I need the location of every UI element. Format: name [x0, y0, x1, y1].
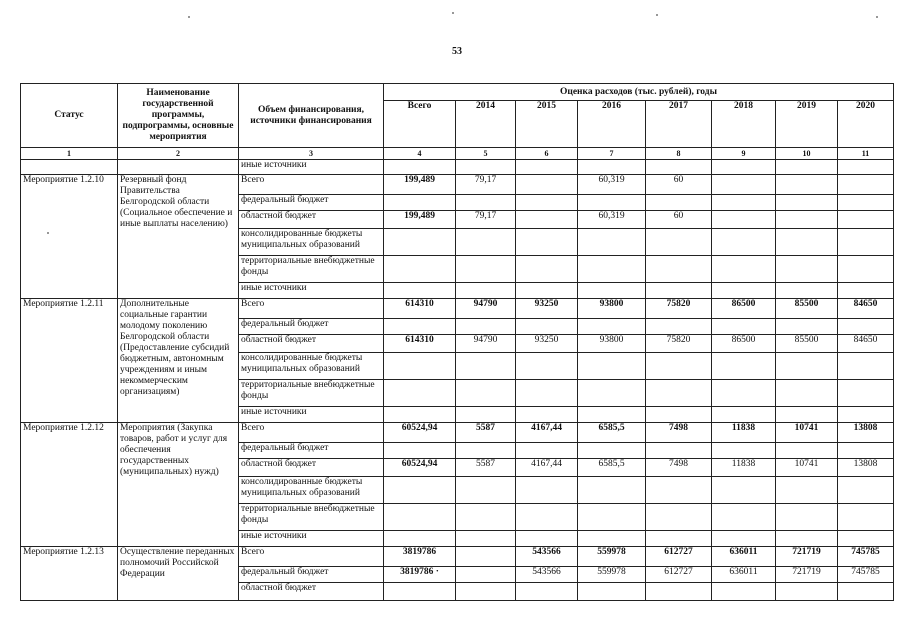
value-cell: [776, 531, 838, 547]
source-cell: консолидированные бюджеты муниципальных образований: [239, 353, 384, 380]
column-numbers-row: [21, 148, 894, 160]
source-cell: Всего: [239, 175, 384, 195]
value-cell: [384, 531, 456, 547]
source-cell: областной бюджет: [239, 335, 384, 353]
value-cell: [578, 531, 646, 547]
value-cell: [838, 195, 894, 211]
value-cell: 86500: [712, 299, 776, 319]
source-cell: федеральный бюджет: [239, 195, 384, 211]
value-cell: [516, 195, 578, 211]
value-cell: [516, 319, 578, 335]
value-cell: [578, 443, 646, 459]
value-cell: [578, 195, 646, 211]
value-cell: 60524,94: [384, 423, 456, 443]
value-cell: [646, 531, 712, 547]
value-cell: 3819786 ·: [384, 567, 456, 583]
value-cell: 60,319: [578, 211, 646, 229]
value-cell: [712, 175, 776, 195]
value-cell: [456, 195, 516, 211]
value-cell: [712, 477, 776, 504]
column-number: 10: [776, 148, 838, 160]
value-cell: [578, 319, 646, 335]
scan-speck: [876, 16, 878, 18]
value-cell: [712, 195, 776, 211]
value-cell: [384, 407, 456, 423]
value-cell: [776, 229, 838, 256]
value-cell: 75820: [646, 335, 712, 353]
value-cell: [456, 283, 516, 299]
value-cell: [838, 256, 894, 283]
value-cell: [384, 504, 456, 531]
value-cell: [578, 283, 646, 299]
value-cell: 636011: [712, 567, 776, 583]
value-cell: 3819786: [384, 547, 456, 567]
value-cell: 5587: [456, 423, 516, 443]
source-cell: иные источники: [239, 531, 384, 547]
value-cell: 93250: [516, 335, 578, 353]
value-cell: [516, 380, 578, 407]
value-cell: [712, 319, 776, 335]
value-cell: 79,17: [456, 211, 516, 229]
value-cell: [776, 583, 838, 601]
source-cell: территориальные внебюджетные фонды: [239, 380, 384, 407]
value-cell: 199,489: [384, 211, 456, 229]
value-cell: [776, 195, 838, 211]
value-cell: 4167,44: [516, 459, 578, 477]
status-cell: [21, 160, 118, 175]
value-cell: 543566: [516, 567, 578, 583]
value-cell: [578, 477, 646, 504]
value-cell: [456, 567, 516, 583]
page-number: 53: [452, 46, 462, 57]
source-cell: федеральный бюджет: [239, 443, 384, 459]
value-cell: [712, 407, 776, 423]
value-cell: [384, 353, 456, 380]
value-cell: [838, 531, 894, 547]
value-cell: 60: [646, 211, 712, 229]
value-cell: [838, 353, 894, 380]
value-cell: [456, 353, 516, 380]
header-cost-title: Оценка расходов (тыс. рублей), годы: [384, 84, 894, 101]
value-cell: [646, 504, 712, 531]
value-cell: 60,319: [578, 175, 646, 195]
value-cell: 614310: [384, 335, 456, 353]
column-number: 9: [712, 148, 776, 160]
value-cell: [516, 256, 578, 283]
value-cell: [838, 504, 894, 531]
header-year: 2019: [776, 101, 838, 148]
activity-name: Резервный фонд Правительства Белгородской области (Социальное обеспечение и иные выплаты населению): [118, 175, 239, 299]
value-cell: 6585,5: [578, 423, 646, 443]
value-cell: 614310: [384, 299, 456, 319]
header-status: Статус: [21, 84, 118, 148]
value-cell: [646, 583, 712, 601]
column-number: 3: [239, 148, 384, 160]
value-cell: 745785: [838, 567, 894, 583]
column-number: 6: [516, 148, 578, 160]
value-cell: [838, 319, 894, 335]
value-cell: 60524,94: [384, 459, 456, 477]
value-cell: 612727: [646, 567, 712, 583]
value-cell: [646, 319, 712, 335]
source-cell: Всего: [239, 547, 384, 567]
header-year: Всего: [384, 101, 456, 148]
value-cell: [712, 380, 776, 407]
column-number: 1: [21, 148, 118, 160]
value-cell: 721719: [776, 567, 838, 583]
value-cell: 10741: [776, 459, 838, 477]
value-cell: 559978: [578, 567, 646, 583]
header-year: 2020: [838, 101, 894, 148]
value-cell: [712, 256, 776, 283]
value-cell: [578, 583, 646, 601]
value-cell: [384, 256, 456, 283]
value-cell: 199,489: [384, 175, 456, 195]
value-cell: 13808: [838, 423, 894, 443]
activity-name: Дополнительные социальные гарантии молодому поколению Белгородской области (Предоставление субсидий бюджетным, автономным учреждениям и иным некоммерческим организациям): [118, 299, 239, 423]
activity-status: Мероприятие 1.2.10: [21, 175, 118, 299]
value-cell: [776, 504, 838, 531]
value-cell: [646, 353, 712, 380]
value-cell: 745785: [838, 547, 894, 567]
value-cell: [516, 211, 578, 229]
value-cell: [578, 256, 646, 283]
value-cell: [712, 353, 776, 380]
value-cell: 93800: [578, 335, 646, 353]
value-cell: [456, 407, 516, 423]
value-cell: [456, 477, 516, 504]
activity-status: Мероприятие 1.2.12: [21, 423, 118, 547]
value-cell: 13808: [838, 459, 894, 477]
source-cell: иные источники: [239, 160, 384, 175]
source-cell: иные источники: [239, 283, 384, 299]
value-cell: [516, 407, 578, 423]
scan-speck: [188, 16, 190, 18]
value-cell: [776, 256, 838, 283]
column-number: 7: [578, 148, 646, 160]
value-cell: [776, 407, 838, 423]
value-cell: 75820: [646, 299, 712, 319]
value-cell: [776, 283, 838, 299]
column-number: 4: [384, 148, 456, 160]
value-cell: [838, 175, 894, 195]
value-cell: 94790: [456, 335, 516, 353]
value-cell: [456, 443, 516, 459]
value-cell: 60: [646, 175, 712, 195]
value-cell: 86500: [712, 335, 776, 353]
value-cell: [578, 504, 646, 531]
header-financing: Объем финансирования, источники финансирования: [239, 84, 384, 148]
table-row: [21, 423, 894, 443]
value-cell: 7498: [646, 459, 712, 477]
value-cell: 6585,5: [578, 459, 646, 477]
value-cell: [838, 477, 894, 504]
name-cell: [118, 160, 239, 175]
value-cell: 612727: [646, 547, 712, 567]
activity-status: Мероприятие 1.2.11: [21, 299, 118, 423]
header-year: 2014: [456, 101, 516, 148]
value-cell: [516, 443, 578, 459]
source-cell: областной бюджет: [239, 583, 384, 601]
value-cell: 85500: [776, 335, 838, 353]
value-cell: [578, 380, 646, 407]
source-cell: территориальные внебюджетные фонды: [239, 504, 384, 531]
value-cell: 94790: [456, 299, 516, 319]
value-cell: [838, 380, 894, 407]
activity-status: Мероприятие 1.2.13: [21, 547, 118, 601]
source-cell: консолидированные бюджеты муниципальных образований: [239, 229, 384, 256]
value-cell: [578, 407, 646, 423]
value-cell: [776, 319, 838, 335]
value-cell: [646, 477, 712, 504]
value-cell: 10741: [776, 423, 838, 443]
value-cell: [384, 477, 456, 504]
value-cell: [712, 504, 776, 531]
scan-speck: [452, 12, 454, 14]
value-cell: [384, 443, 456, 459]
value-cell: [712, 443, 776, 459]
value-cell: [712, 531, 776, 547]
value-cell: [712, 229, 776, 256]
value-cell: [456, 319, 516, 335]
value-cell: [838, 283, 894, 299]
value-cell: [838, 229, 894, 256]
value-cell: [776, 211, 838, 229]
source-cell: федеральный бюджет: [239, 319, 384, 335]
value-cell: [712, 583, 776, 601]
value-cell: 11838: [712, 423, 776, 443]
value-cell: [384, 195, 456, 211]
value-cell: [516, 504, 578, 531]
column-number: 2: [118, 148, 239, 160]
source-cell: федеральный бюджет: [239, 567, 384, 583]
source-cell: областной бюджет: [239, 211, 384, 229]
value-cell: [516, 283, 578, 299]
value-cell: [456, 504, 516, 531]
value-cell: [456, 547, 516, 567]
activity-name: Осуществление переданных полномочий Российской Федерации: [118, 547, 239, 601]
value-cell: [776, 380, 838, 407]
value-cell: [646, 380, 712, 407]
table-row: [21, 547, 894, 567]
value-cell: [838, 211, 894, 229]
header-year: 2015: [516, 101, 578, 148]
source-cell: территориальные внебюджетные фонды: [239, 256, 384, 283]
value-cell: [516, 353, 578, 380]
value-cell: 7498: [646, 423, 712, 443]
header-year: 2017: [646, 101, 712, 148]
value-cell: [646, 283, 712, 299]
scan-speck: [656, 14, 658, 16]
value-cell: [384, 283, 456, 299]
source-cell: консолидированные бюджеты муниципальных образований: [239, 477, 384, 504]
value-cell: 11838: [712, 459, 776, 477]
value-cell: [456, 229, 516, 256]
activity-name: Мероприятия (Закупка товаров, работ и услуг для обеспечения государственных (муниципальных) нужд): [118, 423, 239, 547]
table-row: [21, 175, 894, 195]
value-cell: [456, 583, 516, 601]
value-cell: [456, 380, 516, 407]
value-cell: 79,17: [456, 175, 516, 195]
source-cell: областной бюджет: [239, 459, 384, 477]
value-cell: [456, 256, 516, 283]
value-cell: [456, 531, 516, 547]
value-cell: 84650: [838, 335, 894, 353]
value-cell: 559978: [578, 547, 646, 567]
value-cell: [516, 477, 578, 504]
column-number: 5: [456, 148, 516, 160]
source-cell: иные источники: [239, 407, 384, 423]
source-cell: Всего: [239, 423, 384, 443]
value-cell: [384, 229, 456, 256]
value-cell: [384, 583, 456, 601]
table-row: [21, 299, 894, 319]
value-cell: [646, 229, 712, 256]
value-cell: [776, 477, 838, 504]
value-cell: [646, 443, 712, 459]
value-cell: [646, 195, 712, 211]
value-cell: [578, 229, 646, 256]
value-cell: 721719: [776, 547, 838, 567]
value-cell: [838, 407, 894, 423]
value-cell: [516, 531, 578, 547]
value-cell: [384, 319, 456, 335]
value-cell: [712, 283, 776, 299]
value-cell: [712, 211, 776, 229]
value-cell: [838, 443, 894, 459]
value-cell: [646, 407, 712, 423]
header-year: 2018: [712, 101, 776, 148]
value-cell: [578, 353, 646, 380]
header-row: [21, 84, 894, 101]
column-number: 8: [646, 148, 712, 160]
column-number: 11: [838, 148, 894, 160]
value-cell: 93800: [578, 299, 646, 319]
value-cell: 85500: [776, 299, 838, 319]
value-cell: 5587: [456, 459, 516, 477]
value-cell: [516, 229, 578, 256]
source-cell: Всего: [239, 299, 384, 319]
value-cell: [384, 380, 456, 407]
value-cell: [516, 583, 578, 601]
value-cell: 4167,44: [516, 423, 578, 443]
value-cell: 84650: [838, 299, 894, 319]
value-cell: [516, 175, 578, 195]
value-cell: [776, 175, 838, 195]
value-cell: [646, 256, 712, 283]
header-year: 2016: [578, 101, 646, 148]
header-name: Наименование государственной программы, подпрограммы, основные мероприятия: [118, 84, 239, 148]
value-cell: 636011: [712, 547, 776, 567]
value-cell: [776, 443, 838, 459]
value-cell: 93250: [516, 299, 578, 319]
value-cell: 543566: [516, 547, 578, 567]
table-row: [21, 160, 894, 175]
value-cell: [838, 583, 894, 601]
budget-table: [20, 83, 894, 601]
value-cell: [776, 353, 838, 380]
